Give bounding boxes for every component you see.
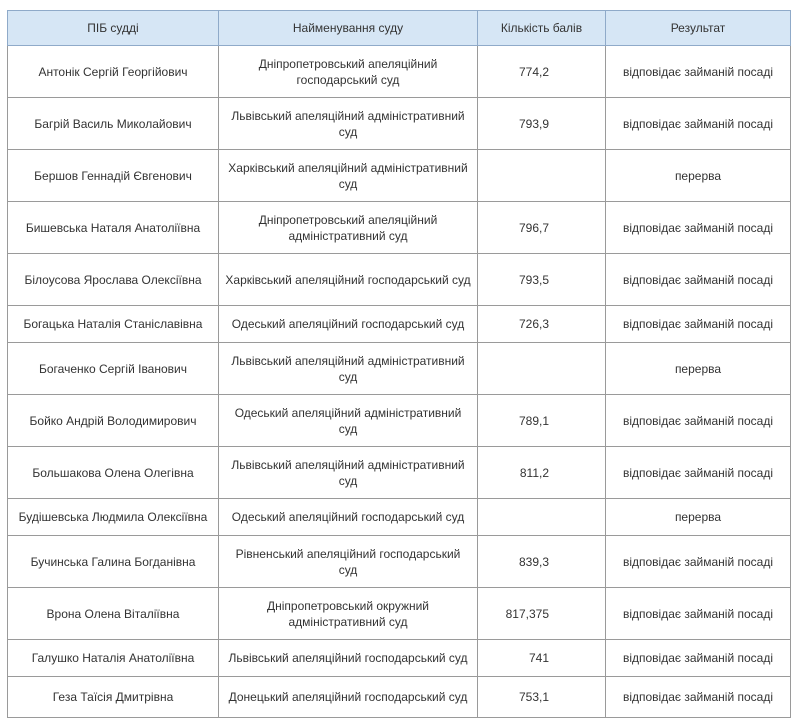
cell-judge-name: Геза Таїсія Дмитрівна [8, 677, 219, 718]
cell-court-name: Рівненський апеляційний господарський суд [219, 536, 478, 588]
cell-judge-name: Бучинська Галина Богданівна [8, 536, 219, 588]
cell-result: перерва [606, 150, 791, 202]
cell-score: 817,375 [478, 588, 606, 640]
header-score: Кількість балів [478, 11, 606, 46]
cell-result: відповідає займаній посаді [606, 254, 791, 306]
cell-score [478, 499, 606, 536]
cell-judge-name: Бишевська Наталя Анатоліївна [8, 202, 219, 254]
header-court: Найменування суду [219, 11, 478, 46]
cell-court-name: Львівський апеляційний адміністративний суд [219, 343, 478, 395]
cell-court-name: Донецький апеляційний господарський суд [219, 677, 478, 718]
cell-score: 793,5 [478, 254, 606, 306]
table-row [8, 150, 791, 202]
cell-result: перерва [606, 499, 791, 536]
table-row [8, 46, 791, 98]
cell-score: 796,7 [478, 202, 606, 254]
cell-judge-name: Бершов Геннадій Євгенович [8, 150, 219, 202]
table-row [8, 202, 791, 254]
cell-court-name: Львівський апеляційний господарський суд [219, 640, 478, 677]
cell-result: перерва [606, 343, 791, 395]
table-row [8, 536, 791, 588]
cell-score: 793,9 [478, 98, 606, 150]
cell-court-name: Харківський апеляційний господарський суд [219, 254, 478, 306]
cell-result: відповідає займаній посаді [606, 202, 791, 254]
table-row [8, 588, 791, 640]
cell-judge-name: Антонік Сергій Георгійович [8, 46, 219, 98]
cell-court-name: Дніпропетровський апеляційний адміністративний суд [219, 202, 478, 254]
cell-score: 741 [478, 640, 606, 677]
cell-score [478, 150, 606, 202]
table-row [8, 677, 791, 718]
cell-judge-name: Бойко Андрій Володимирович [8, 395, 219, 447]
table-row [8, 499, 791, 536]
cell-result: відповідає займаній посаді [606, 677, 791, 718]
header-name: ПІБ судді [8, 11, 219, 46]
cell-court-name: Одеський апеляційний господарський суд [219, 499, 478, 536]
cell-judge-name: Білоусова Ярослава Олексіївна [8, 254, 219, 306]
cell-judge-name: Багрій Василь Миколайович [8, 98, 219, 150]
cell-court-name: Львівський апеляційний адміністративний суд [219, 98, 478, 150]
cell-court-name: Дніпропетровський окружний адміністративний суд [219, 588, 478, 640]
cell-score [478, 343, 606, 395]
cell-result: відповідає займаній посаді [606, 306, 791, 343]
cell-court-name: Одеський апеляційний адміністративний суд [219, 395, 478, 447]
cell-score: 789,1 [478, 395, 606, 447]
table-row [8, 306, 791, 343]
cell-result: відповідає займаній посаді [606, 588, 791, 640]
cell-court-name: Харківський апеляційний адміністративний суд [219, 150, 478, 202]
cell-judge-name: Будішевська Людмила Олексіївна [8, 499, 219, 536]
header-result: Результат [606, 11, 791, 46]
cell-score: 811,2 [478, 447, 606, 499]
cell-judge-name: Богаченко Сергій Іванович [8, 343, 219, 395]
cell-result: відповідає займаній посаді [606, 447, 791, 499]
cell-score: 753,1 [478, 677, 606, 718]
table-body [8, 46, 791, 718]
header-row [8, 11, 791, 46]
cell-court-name: Дніпропетровський апеляційний господарський суд [219, 46, 478, 98]
cell-result: відповідає займаній посаді [606, 395, 791, 447]
cell-judge-name: Большакова Олена Олегівна [8, 447, 219, 499]
table-row [8, 640, 791, 677]
table-row [8, 254, 791, 306]
cell-result: відповідає займаній посаді [606, 640, 791, 677]
cell-judge-name: Галушко Наталія Анатоліївна [8, 640, 219, 677]
cell-score: 726,3 [478, 306, 606, 343]
cell-result: відповідає займаній посаді [606, 98, 791, 150]
cell-score: 774,2 [478, 46, 606, 98]
judges-table [7, 10, 791, 718]
cell-judge-name: Врона Олена Віталіївна [8, 588, 219, 640]
cell-court-name: Львівський апеляційний адміністративний суд [219, 447, 478, 499]
table-header [8, 11, 791, 46]
table-row [8, 98, 791, 150]
cell-score: 839,3 [478, 536, 606, 588]
table-row [8, 395, 791, 447]
cell-judge-name: Богацька Наталія Станіславівна [8, 306, 219, 343]
cell-court-name: Одеський апеляційний господарський суд [219, 306, 478, 343]
table-row [8, 447, 791, 499]
table-row [8, 343, 791, 395]
cell-result: відповідає займаній посаді [606, 536, 791, 588]
cell-result: відповідає займаній посаді [606, 46, 791, 98]
